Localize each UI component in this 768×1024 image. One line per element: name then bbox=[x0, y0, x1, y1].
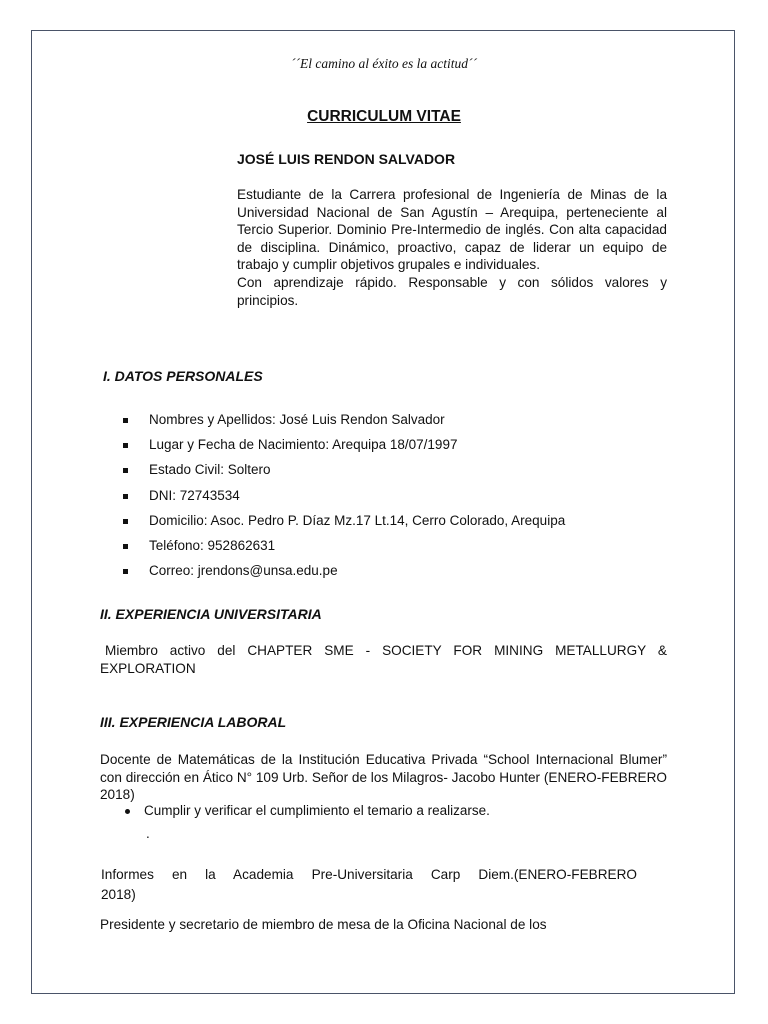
university-experience-text: Miembro activo del CHAPTER SME - SOCIETY FOR MINING METALLURGY & EXPLORATION bbox=[100, 643, 667, 676]
job-entry-line: Informes en la Academia Pre-Universitaria Carp Diem.(ENERO-FEBRERO bbox=[101, 867, 637, 882]
document-title: CURRICULUM VITAE bbox=[307, 108, 461, 125]
bullet-icon bbox=[123, 443, 128, 448]
list-item bbox=[120, 412, 565, 437]
personal-data-value: Domicilio: Asoc. Pedro P. Díaz Mz.17 Lt.14, Cerro Colorado, Arequipa bbox=[149, 512, 566, 528]
personal-data-value: Correo: jrendons@unsa.edu.pe bbox=[149, 563, 338, 579]
personal-data-list bbox=[120, 412, 565, 588]
section-heading-experiencia-universitaria: II. EXPERIENCIA UNIVERSITARIA bbox=[100, 606, 322, 622]
motto: ´´El camino al éxito es la actitud´´ bbox=[291, 56, 477, 71]
profile-summary bbox=[237, 186, 667, 309]
job-task-text: Cumplir y verificar el cumplimiento el temario a realizarse. bbox=[144, 803, 490, 818]
personal-data-value: Estado Civil: Soltero bbox=[149, 462, 271, 478]
list-item bbox=[120, 437, 565, 462]
personal-data-value: Nombres y Apellidos: José Luis Rendon Salvador bbox=[149, 412, 445, 427]
list-item bbox=[120, 538, 565, 563]
list-item bbox=[120, 462, 565, 487]
personal-data-value: DNI: 72743534 bbox=[149, 487, 240, 503]
job-entry: Presidente y secretario de miembro de mesa de la Oficina Nacional de los bbox=[100, 917, 547, 932]
job-entry bbox=[101, 865, 637, 905]
list-item bbox=[120, 563, 565, 588]
stray-mark: . bbox=[146, 826, 150, 841]
personal-data-value: Lugar y Fecha de Nacimiento: Arequipa 18/07/1997 bbox=[149, 437, 458, 453]
bullet-icon bbox=[123, 418, 128, 423]
bullet-icon bbox=[123, 569, 128, 574]
job-entry: Docente de Matemáticas de la Institución Educativa Privada “School Internacional Blumer” con dirección en Ático N° 109 Urb. Señor de los Milagros- Jacobo Hunter (ENERO-FEBRERO 2018) bbox=[100, 752, 667, 803]
summary-paragraph: Con aprendizaje rápido. Responsable y con sólidos valores y principios. bbox=[237, 274, 667, 308]
list-item bbox=[120, 513, 565, 538]
bullet-icon bbox=[123, 468, 128, 473]
section-heading-experiencia-laboral: III. EXPERIENCIA LABORAL bbox=[100, 714, 287, 730]
summary-paragraph: Estudiante de la Carrera profesional de Ingeniería de Minas de la Universidad Nacional de San Agustín – Arequipa, perteneciente al Tercio Superior. Dominio Pre-Intermedio de inglés. Con alta capacidad de disciplina. Dinámico, proactivo, capaz de liderar un equipo de trabajo y cumplir objetivos grupales e individuales. bbox=[237, 187, 667, 273]
bullet-icon bbox=[125, 809, 130, 814]
list-item bbox=[120, 488, 565, 513]
bullet-icon bbox=[123, 544, 128, 549]
full-name: JOSÉ LUIS RENDON SALVADOR bbox=[237, 151, 456, 167]
bullet-icon bbox=[123, 494, 128, 499]
personal-data-value: Teléfono: 952862631 bbox=[149, 537, 276, 553]
section-heading-datos-personales: I. DATOS PERSONALES bbox=[103, 368, 263, 384]
job-entry-line: 2018) bbox=[101, 887, 136, 902]
bullet-icon bbox=[123, 519, 128, 524]
job-task-item bbox=[125, 803, 490, 818]
